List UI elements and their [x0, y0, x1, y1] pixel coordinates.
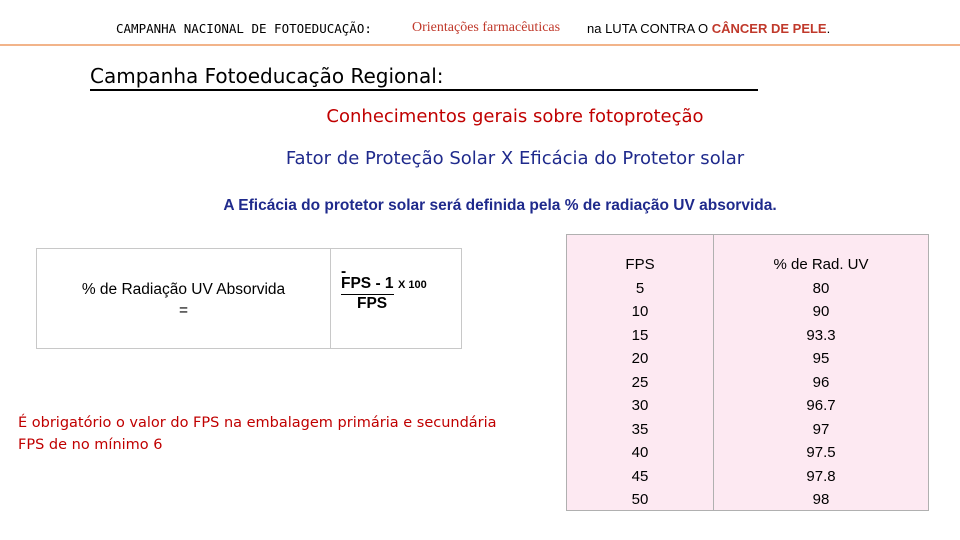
formula-fraction — [341, 263, 461, 313]
fps-cell: 50 — [631, 491, 649, 508]
intro-statement: A Eficácia do protetor solar será definida pela % de radiação UV absorvida. — [223, 197, 777, 214]
note-line-2: FPS de no mínimo 6 — [18, 437, 163, 453]
formula-box — [36, 248, 462, 349]
uv-cell: 97.5 — [806, 444, 836, 461]
header-fight-label — [587, 21, 830, 36]
header-cancer-text: CÂNCER DE PELE — [711, 21, 827, 36]
slide-header — [0, 0, 960, 44]
uv-cell: 90 — [812, 303, 830, 320]
subtitle-general-knowledge: Conhecimentos gerais sobre fotoproteção — [326, 106, 704, 127]
formula-label: % de Radiação UV Absorvida — [81, 281, 286, 298]
fps-cell: 15 — [631, 326, 649, 344]
fps-cell: 10 — [631, 303, 649, 320]
fps-header: FPS — [625, 256, 655, 273]
formula-numerator-row — [341, 275, 461, 295]
header-fight-text: na LUTA CONTRA O — [587, 21, 712, 36]
uv-cell: 96.7 — [806, 397, 836, 414]
fps-uv-table — [566, 234, 929, 511]
fps-cell: 30 — [631, 397, 649, 414]
fps-cell: 35 — [631, 420, 649, 438]
formula-numerator: FPS - 1 — [341, 275, 394, 295]
uv-cell: 96 — [812, 373, 830, 391]
uv-cell: 80 — [812, 279, 830, 297]
fps-cell: 45 — [631, 467, 649, 485]
uv-cell: 93.3 — [806, 326, 836, 344]
uv-column — [714, 253, 928, 512]
header-campaign-label: CAMPANHA NACIONAL DE FOTOEDUCAÇÃO: — [116, 21, 372, 36]
note-line-1: É obrigatório o valor do FPS na embalagem primária e secundária — [18, 415, 497, 431]
page-title: Campanha Fotoeducação Regional: — [90, 64, 758, 91]
subtitle-spf-efficacy: Fator de Proteção Solar X Eficácia do Protetor solar — [285, 148, 745, 169]
formula-times: X 100 — [398, 279, 427, 291]
uv-header: % de Rad. UV — [773, 256, 869, 273]
fps-cell: 5 — [635, 279, 645, 297]
formula-top-mark: - — [341, 263, 347, 280]
formula-denominator: FPS — [357, 295, 388, 312]
header-guidance-label: Orientações farmacêuticas — [412, 20, 561, 35]
uv-cell: 95 — [812, 350, 830, 367]
formula-equals: = — [178, 302, 189, 319]
header-period: . — [826, 21, 831, 36]
formula-left-side — [51, 279, 316, 321]
uv-cell: 97.8 — [806, 467, 836, 485]
regulatory-note — [18, 412, 578, 456]
header-divider — [0, 44, 960, 46]
uv-cell: 97 — [812, 420, 830, 438]
uv-cell: 98 — [812, 491, 830, 508]
fps-cell: 25 — [631, 373, 649, 391]
fps-cell: 20 — [631, 350, 649, 367]
fps-column — [567, 253, 713, 512]
formula-divider — [330, 249, 331, 348]
fps-cell: 40 — [631, 444, 649, 461]
